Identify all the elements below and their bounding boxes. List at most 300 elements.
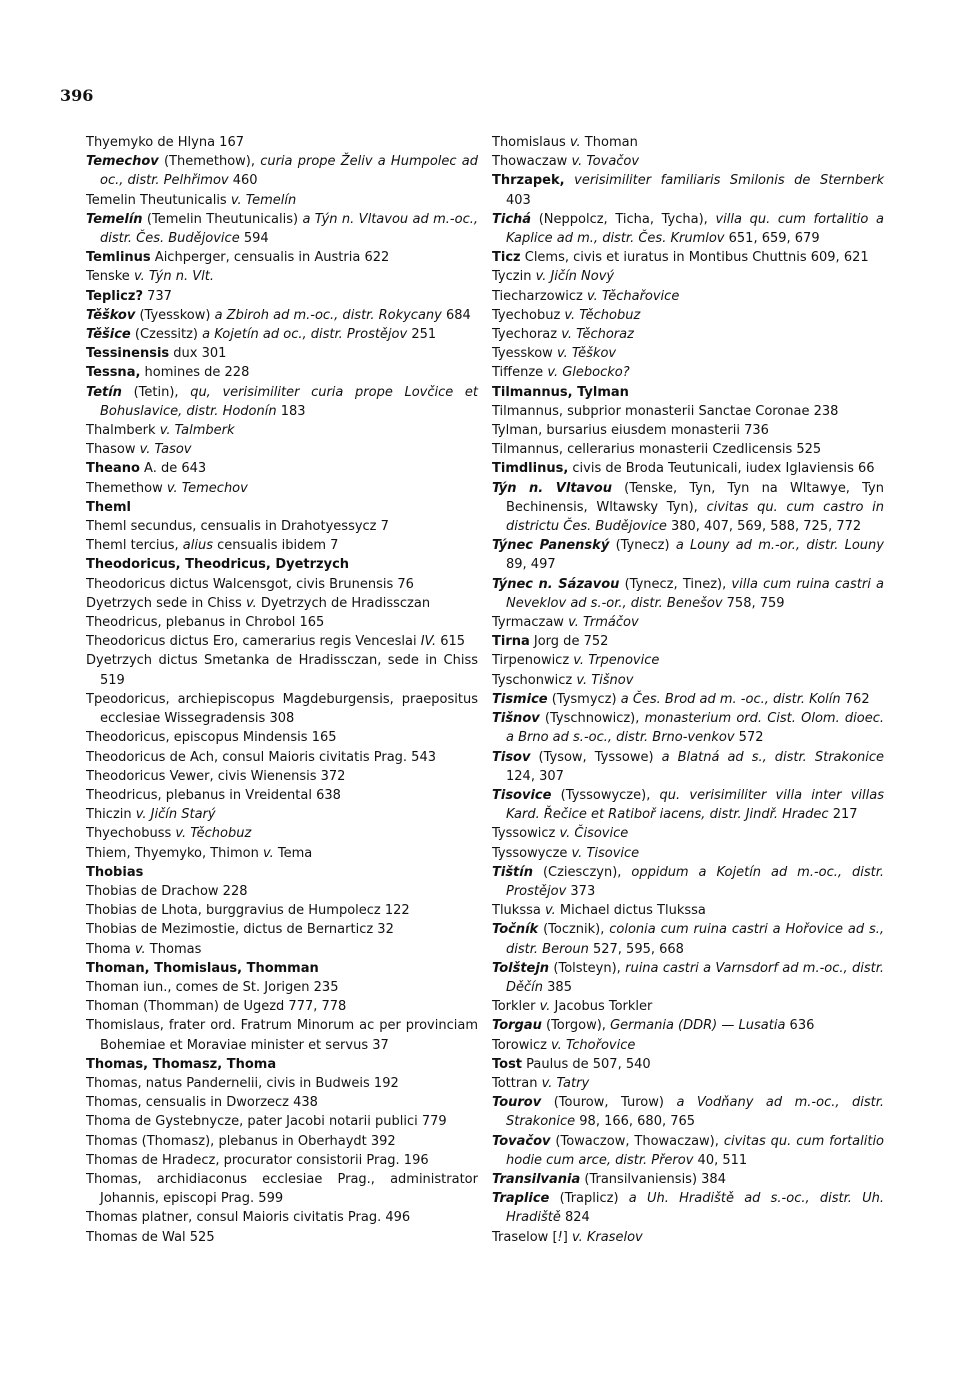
index-entry (86, 748, 478, 767)
entry-text: Temelin Theutunicalis (86, 192, 231, 208)
entry-text: Tyschonwicz (492, 672, 577, 688)
entry-text: Theodoricus, episcopus Mindensis 165 (86, 730, 337, 746)
entry-text: a Kojetín ad oc., distr. Prostějov (202, 327, 408, 343)
index-entry (492, 786, 884, 824)
index-entry (86, 248, 478, 267)
index-entry (86, 1112, 478, 1131)
entry-text: v. Tisovice (571, 845, 640, 861)
index-entry (86, 344, 478, 363)
index-entry (492, 325, 884, 344)
index-entry (86, 1055, 478, 1074)
index-entry (86, 517, 478, 536)
entry-headword: Traplice (492, 1191, 550, 1207)
entry-text: v. Týn n. Vlt. (133, 269, 214, 285)
index-entry (86, 383, 478, 421)
entry-text: v. Trpenovice (573, 653, 660, 669)
index-entry (86, 1074, 478, 1093)
entry-text: Thoma de Gystebnycze, pater Jacobi notarii publici 779 (86, 1114, 447, 1130)
entry-text: 572 (734, 730, 764, 746)
index-entry (492, 1132, 884, 1170)
index-entry (492, 248, 884, 267)
index-entry (86, 536, 478, 555)
entry-text: Thomas (Thomasz), plebanus in Oberhaydt 392 (86, 1133, 396, 1149)
entry-text: Thyechobuss (86, 826, 176, 842)
entry-text: Thobias de Drachow 228 (86, 883, 248, 899)
entry-text: (Tolsteyn), (549, 960, 626, 976)
index-entry (492, 1074, 884, 1093)
entry-text: Thobias de Lhota, burggravius de Humpolecz 122 (86, 903, 410, 919)
index-entry (492, 1189, 884, 1227)
entry-text: Tyechobuz (492, 307, 565, 323)
index-entry (492, 575, 884, 613)
entry-text: v. Těškov (556, 346, 617, 362)
index-entry (86, 920, 478, 939)
entry-text: Thiem, Thyemyko, Thimon (86, 845, 264, 861)
index-entry (492, 421, 884, 440)
entry-text: (Tetin), (121, 384, 191, 400)
entry-text: Tilmannus, cellerarius monasterii Czedlicensis 525 (492, 442, 822, 458)
entry-text: 762 (840, 691, 870, 707)
entry-text: v. Trmáčov (568, 615, 639, 631)
index-entry (492, 133, 884, 152)
entry-headword: Thomas, Thomasz, Thoma (86, 1056, 277, 1072)
entry-text: v. Talmberk (159, 423, 235, 439)
index-entry (86, 997, 478, 1016)
index-entry (492, 383, 884, 402)
index-entry (492, 210, 884, 248)
entry-text: v. Těchoraz (561, 327, 634, 343)
entry-text: 98, 166, 680, 765 (575, 1114, 696, 1130)
entry-text: Thasow (86, 442, 140, 458)
entry-text: Jacobus Torkler (550, 999, 653, 1015)
entry-text: Tpeodoricus, archiepiscopus Magdeburgensis, praepositus ecclesiae Wissegradensis 308 (86, 691, 478, 727)
entry-headword: Theano (86, 461, 140, 477)
entry-headword: Thobias (86, 864, 144, 880)
index-entry (86, 191, 478, 210)
entry-text: curia prope Želiv a Humpolec ad oc., distr. Pelhřimov (100, 154, 478, 189)
entry-text: Theml secundus, censualis in Drahotyessycz 7 (86, 519, 389, 535)
index-entry (492, 613, 884, 632)
index-entry (492, 651, 884, 670)
entry-text: a Uh. Hradiště ad s.-oc., distr. Uh. Hradiště (506, 1191, 884, 1226)
entry-text: v. Jičín Starý (135, 807, 216, 823)
entry-text: Tyrmaczaw (492, 615, 569, 631)
entry-text: (Tyssowycze), (551, 787, 660, 803)
entry-text: Thoman (Thomman) de Ugezd 777, 778 (86, 999, 347, 1015)
entry-text: v. (569, 135, 581, 150)
entry-text: Tottran (492, 1075, 542, 1091)
index-entry (86, 152, 478, 190)
index-entry (492, 920, 884, 958)
entry-text: Traselow [ (492, 1229, 558, 1245)
entry-text: 615 (436, 634, 466, 650)
entry-text: (Tyschnowicz), (539, 711, 645, 727)
entry-text: 684 (441, 307, 471, 323)
entry-text: Tyczin (492, 269, 536, 285)
entry-headword: Tisov (492, 749, 531, 765)
entry-text: Tenske (86, 269, 134, 285)
entry-headword: Tilmannus, Tylman (492, 384, 629, 400)
entry-text: v. Čisovice (559, 826, 629, 842)
entry-text: qu. verisimiliter villa inter villas Kard. Řečice et Ratiboř iacens, distr. Jindř. Hradec (506, 787, 884, 823)
entry-text: Tlukssa (492, 903, 545, 919)
index-entry (86, 613, 478, 632)
entry-text: (Czessitz) (130, 327, 203, 343)
entry-text: Tyssowicz (492, 826, 560, 842)
entry-text: civitas qu. cum fortalitio hodie cum arce, distr. Přerov (506, 1133, 885, 1168)
entry-headword: Tetín (86, 384, 122, 400)
entry-text: Thalmberk (86, 423, 160, 439)
index-entry (86, 1016, 478, 1054)
entry-text: (Torgow), (541, 1018, 611, 1034)
entry-text: (Tynecz, Tinez), (619, 576, 732, 592)
index-entry (492, 402, 884, 421)
entry-text: v. (245, 595, 257, 611)
entry-text: (Tocznik), (538, 922, 610, 938)
index-entry (86, 421, 478, 440)
index-entry (492, 1093, 884, 1131)
index-entry (86, 805, 478, 824)
entry-text: Thomas, archidiaconus ecclesiae Prag., administrator Johannis, episcopi Prag. 599 (86, 1171, 478, 1207)
entry-text: 758, 759 (722, 595, 785, 611)
entry-text: Theodoricus Vewer, civis Wienensis 372 (86, 768, 346, 784)
entry-text: v. (539, 999, 551, 1015)
entry-text: Thoma (86, 941, 135, 957)
index-entry (492, 863, 884, 901)
entry-text: v. Temelín (230, 192, 297, 208)
index-entry (86, 267, 478, 286)
entry-text: homines de 228 (140, 365, 250, 381)
index-entry (86, 940, 478, 959)
index-entry (492, 997, 884, 1016)
index-entry (86, 863, 478, 882)
entry-text: 527, 595, 668 (588, 941, 684, 957)
entry-headword: Těškov (86, 307, 136, 323)
index-entry (86, 824, 478, 843)
index-entry (492, 632, 884, 651)
entry-text: (Cziesczyn), (533, 864, 632, 880)
entry-text: v. Tatry (541, 1075, 590, 1091)
entry-text: Thoman (580, 135, 638, 150)
entry-text: 124, 307 (506, 768, 564, 784)
entry-text: monasterium ord. Cist. Olom. dioec. a Brno ad s.-oc., distr. Brno-venkov (506, 711, 884, 746)
entry-headword: Thoman, Thomislaus, Thomman (86, 960, 319, 976)
entry-text: Tyssowycze (492, 845, 572, 861)
index-entry (492, 479, 884, 537)
entry-text: 824 (560, 1210, 590, 1226)
entry-text: (Tynecz) (609, 538, 676, 554)
entry-headword: Týn n. Vltavou (492, 480, 612, 496)
entry-text: a Čes. Brod ad m. -oc., distr. Kolín (620, 691, 841, 707)
entry-text: Tilmannus, subprior monasterii Sanctae Coronae 238 (492, 403, 839, 419)
index-entry (86, 594, 478, 613)
entry-text: a Zbiroh ad m.-oc., distr. Rokycany (214, 307, 442, 323)
entry-text: ! (557, 1229, 563, 1245)
page-number: 396 (60, 86, 94, 105)
entry-headword: Točník (492, 922, 539, 938)
entry-text: Tyesskow (492, 346, 557, 362)
entry-text: Aichperger, censualis in Austria 622 (150, 250, 390, 266)
entry-headword: Temechov (86, 154, 159, 170)
entry-text: Tylman, bursarius eiusdem monasterii 736 (492, 423, 769, 439)
index-entry (86, 210, 478, 248)
entry-text: a Týn n. Vltavou ad m.-oc., distr. Čes. Budějovice (100, 211, 478, 247)
entry-headword: Tichá (492, 211, 532, 227)
entry-text: Thomas de Hradecz, procurator consistorii Prag. 196 (86, 1152, 429, 1168)
entry-text: 651, 659, 679 (724, 231, 820, 247)
index-entry (86, 479, 478, 498)
entry-text: Clems, civis et iuratus in Montibus Chuttnis 609, 621 (520, 250, 869, 266)
entry-text: 183 (276, 403, 306, 419)
entry-text: a Louny ad m.-or., distr. Louny (675, 538, 884, 554)
index-entry (86, 632, 478, 651)
entry-text: v. Tovačov (571, 154, 640, 170)
entry-text: Tiecharzowicz (492, 288, 587, 304)
entry-text: ruina castri a Varnsdorf ad m.-oc., distr. Děčín (506, 960, 885, 995)
entry-text: Tiffenze (492, 365, 548, 381)
entry-text: Theodricus, plebanus in Vreidental 638 (86, 787, 341, 803)
index-entry (492, 709, 884, 747)
entry-text: Dyetrzych de Hradissczan (256, 595, 431, 611)
index-entry (492, 1055, 884, 1074)
index-entry (492, 171, 884, 209)
entry-text: Tyechoraz (492, 327, 562, 343)
index-entry (86, 306, 478, 325)
entry-text: Thowaczaw (492, 154, 572, 170)
index-entry (492, 690, 884, 709)
entry-text: Tema (273, 845, 313, 861)
entry-text: (Themethow), (158, 154, 261, 170)
index-entry (492, 152, 884, 171)
entry-text: a Vodňany ad m.-oc., distr. Strakonice (506, 1095, 885, 1130)
index-entry (86, 1170, 478, 1208)
entry-headword: Tišnov (492, 711, 540, 727)
index-entry (492, 671, 884, 690)
index-entry (492, 459, 884, 478)
index-entry (492, 306, 884, 325)
entry-headword: Tourov (492, 1095, 542, 1111)
entry-text: v. Temechov (166, 480, 248, 496)
index-entry (86, 459, 478, 478)
entry-text: 380, 407, 569, 588, 725, 772 (666, 519, 862, 535)
entry-text: (Towaczow, Thowaczaw), (550, 1133, 724, 1149)
index-entry (492, 267, 884, 286)
entry-headword: Tirna (492, 634, 530, 650)
index-entry (86, 978, 478, 997)
entry-text: 403 (506, 192, 531, 208)
entry-headword: Těšice (86, 327, 131, 343)
entry-text: Thomas de Wal 525 (86, 1229, 215, 1245)
entry-text: Thiczin (86, 807, 136, 823)
entry-text: v. Glebocko? (547, 365, 630, 381)
entry-text: v. Těchobuz (564, 307, 641, 323)
entry-text: 460 (228, 173, 258, 189)
entry-text: Jorg de 752 (529, 634, 609, 650)
entry-text: 594 (239, 231, 269, 247)
index-entry (492, 440, 884, 459)
entry-text: IV. (420, 634, 437, 650)
index-entry (86, 498, 478, 517)
entry-headword: Týnec Panenský (492, 538, 610, 554)
entry-headword: Tisovice (492, 787, 552, 803)
index-entry (86, 1208, 478, 1227)
entry-text: (Tyesskow) (135, 307, 215, 323)
entry-text: v. Jičín Nový (535, 269, 615, 285)
entry-text: Theodricus, plebanus in Chrobol 165 (86, 615, 325, 631)
index-column-left (86, 133, 478, 1247)
entry-headword: Tost (492, 1056, 523, 1072)
index-entry (492, 824, 884, 843)
entry-text: Thoman iun., comes de St. Jorigen 235 (86, 979, 339, 995)
entry-headword: Tištín (492, 864, 533, 880)
entry-headword: Temelín (86, 211, 143, 227)
entry-text: Torowicz (492, 1037, 552, 1053)
entry-text: Thomas, natus Pandernelii, civis in Budweis 192 (86, 1075, 399, 1091)
index-entry (86, 555, 478, 574)
index-entry (492, 748, 884, 786)
entry-text: (Tenske, Tyn, Tyn na Wltawye, Tyn Bechinensis, Wltawsky Tyn), (506, 480, 884, 515)
index-entry (492, 1036, 884, 1055)
entry-text: Themethow (86, 480, 167, 496)
entry-text: A. de 643 (139, 461, 207, 477)
index-entry (86, 844, 478, 863)
index-entry (492, 1170, 884, 1189)
entry-text: 373 (566, 883, 596, 899)
index-entry (492, 1228, 884, 1247)
entry-headword: Timdlinus, (492, 461, 569, 477)
entry-text: (Neppolcz, Ticha, Tycha), (531, 211, 716, 227)
entry-text: Thobias de Mezimostie, dictus de Bernarticz 32 (86, 922, 394, 938)
index-entry (492, 844, 884, 863)
entry-headword: Ticz (492, 250, 521, 266)
entry-text: Theodoricus dictus Ero, camerarius regis Venceslai (86, 634, 421, 650)
entry-text: villa cum ruina castri a Neveklov ad s.-or., distr. Benešov (506, 576, 884, 611)
entry-text: civitas qu. cum castro in districtu Čes. Budějovice (506, 499, 884, 535)
entry-text: Germania (DDR) — Lusatia (610, 1018, 786, 1034)
entry-text: villa qu. cum fortalitio a Kaplice ad m., distr. Čes. Krumlov (506, 211, 884, 247)
entry-text: v. Tchořovice (551, 1037, 636, 1053)
entry-headword: Transilvania (492, 1171, 581, 1187)
index-entry (86, 287, 478, 306)
entry-text: Thomas, censualis in Dworzecz 438 (86, 1095, 318, 1111)
entry-text: Thomas (145, 941, 202, 957)
entry-headword: Tolštejn (492, 960, 550, 976)
index-column-right (492, 133, 884, 1247)
entry-text: verisimiliter familiaris Smilonis de Sternberk (574, 173, 885, 189)
entry-text: Thomas platner, consul Maioris civitatis Prag. 496 (86, 1210, 411, 1226)
entry-text (565, 173, 575, 188)
index-entry (86, 1132, 478, 1151)
entry-text: (Tysmycz) (547, 691, 621, 707)
entry-text: Thyemyko de Hlyna 167 (86, 135, 244, 150)
entry-text: Theodoricus de Ach, consul Maioris civitatis Prag. 543 (86, 749, 436, 765)
entry-text: Theml tercius, (86, 538, 183, 554)
entry-text: Paulus de 507, 540 (522, 1056, 651, 1072)
entry-text: Dyetrzych sede in Chiss (86, 595, 246, 611)
index-entry (86, 786, 478, 805)
entry-text: v. Těchobuz (175, 826, 252, 842)
entry-headword: Theodoricus, Theodricus, Dyetrzych (86, 557, 350, 573)
entry-text: v. (544, 903, 556, 919)
index-entry (492, 1016, 884, 1035)
entry-text: (Transilvaniensis) 384 (580, 1171, 726, 1187)
index-entry (86, 1093, 478, 1112)
entry-text: v. Tišnov (576, 672, 634, 688)
index-entry (86, 440, 478, 459)
index-entry (86, 133, 478, 152)
index-entry (492, 959, 884, 997)
entry-text: v. (263, 845, 274, 861)
entry-text: colonia cum ruina castri a Hořovice ad s., distr. Beroun (506, 922, 884, 957)
index-entry (86, 1228, 478, 1247)
entry-text: v. Kraselov (571, 1229, 643, 1245)
entry-headword: Tismice (492, 691, 548, 707)
index-entry (492, 363, 884, 382)
entry-text: Theodoricus dictus Walcensgot, civis Brunensis 76 (86, 576, 414, 592)
index-entry (86, 363, 478, 382)
index-entry (86, 651, 478, 689)
entry-text: Torkler (492, 999, 540, 1015)
index-entry (86, 901, 478, 920)
index-entry (86, 728, 478, 747)
entry-headword: Tovačov (492, 1133, 551, 1149)
index-entry (492, 344, 884, 363)
entry-text: 636 (785, 1018, 815, 1034)
entry-headword: Torgau (492, 1018, 542, 1034)
entry-headword: Temlinus (86, 250, 151, 266)
entry-text: Thomislaus (492, 135, 570, 150)
index-entry (492, 287, 884, 306)
index-entry (86, 767, 478, 786)
entry-text: censualis ibidem 7 (212, 538, 339, 554)
entry-text: (Temelin Theutunicalis) (142, 211, 303, 227)
entry-text: Dyetrzych dictus Smetanka de Hradissczan, sede in Chiss 519 (86, 653, 478, 688)
entry-text: v. Tasov (139, 442, 192, 458)
entry-text: alius (182, 538, 213, 554)
entry-headword: Týnec n. Sázavou (492, 576, 620, 592)
entry-text: civis de Broda Teutunicali, iudex Iglaviensis 66 (568, 461, 875, 477)
entry-headword: Theml (86, 499, 131, 515)
entry-text: (Tourow, Turow) (541, 1095, 677, 1111)
index-entry (86, 690, 478, 728)
entry-text: (Traplicz) (549, 1191, 629, 1207)
index-entry (86, 1151, 478, 1170)
entry-text: Michael dictus Tlukssa (555, 903, 706, 919)
entry-text: ] (562, 1229, 572, 1245)
entry-headword: Tessna, (86, 365, 141, 381)
entry-text: Tirpenowicz (492, 653, 574, 669)
entry-text: 251 (407, 327, 437, 343)
entry-text: 737 (143, 288, 172, 304)
entry-text: (Tysow, Tyssowe) (530, 749, 662, 765)
index-entry (86, 882, 478, 901)
entry-text: 217 (828, 807, 858, 823)
index-entry (492, 901, 884, 920)
entry-text: qu, verisimiliter curia prope Lovčice et Bohuslavice, distr. Hodonín (100, 384, 478, 419)
entry-text: 89, 497 (506, 557, 556, 573)
index-entry (86, 325, 478, 344)
entry-text: v. (134, 941, 146, 957)
entry-text: 385 (543, 979, 572, 995)
index-entry (86, 959, 478, 978)
entry-text: 40, 511 (693, 1152, 748, 1168)
entry-text: v. Těchařovice (586, 288, 680, 304)
entry-text: dux 301 (169, 346, 227, 362)
entry-text: oppidum a Kojetín ad m.-oc., distr. Prostějov (506, 864, 884, 899)
entry-headword: Teplicz? (86, 288, 143, 304)
entry-headword: Tessinensis (86, 346, 170, 362)
index-entry (492, 536, 884, 574)
